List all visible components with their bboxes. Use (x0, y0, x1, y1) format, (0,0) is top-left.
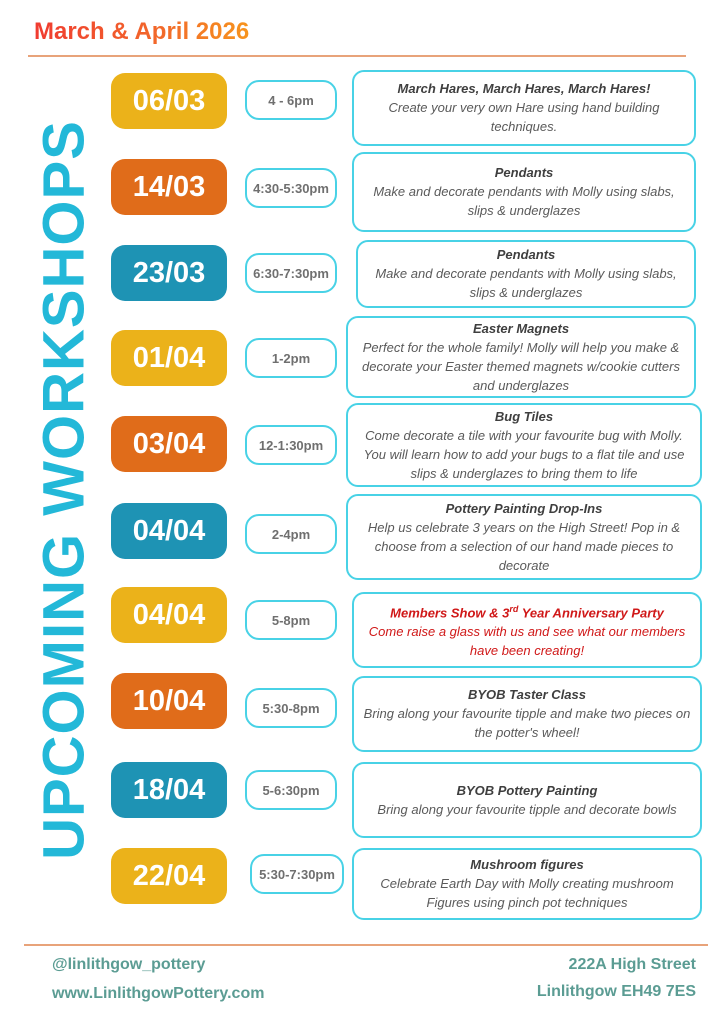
date-badge: 04/04 (111, 503, 227, 559)
address-line-2: Linlithgow EH49 7ES (536, 983, 696, 1000)
footer-divider (24, 944, 708, 946)
workshop-title: Pottery Painting Drop-Ins (445, 500, 603, 516)
address-line-1: 222A High Street (568, 956, 696, 973)
time-badge: 5:30-8pm (245, 688, 337, 728)
time-badge: 5-6:30pm (245, 770, 337, 810)
workshop-description (356, 240, 696, 308)
workshop-description (346, 316, 696, 398)
date-badge: 10/04 (111, 673, 227, 729)
workshop-title: Bug Tiles (494, 408, 554, 424)
time-badge: 2-4pm (245, 514, 337, 554)
workshop-title: Pendants (494, 165, 554, 180)
workshop-body: Come raise a glass with us and see what our members have been creating! (368, 624, 686, 659)
workshop-title: Mushroom figures (470, 857, 584, 872)
workshop-title: March Hares, March Hares, March Hares! (397, 81, 651, 96)
time-badge: 4 - 6pm (245, 80, 337, 120)
workshop-body: Create your very own Hare using hand building techniques. (388, 100, 660, 134)
workshop-description (352, 152, 696, 232)
workshop-title: Easter Magnets (472, 320, 570, 336)
workshop-description (346, 403, 702, 487)
time-badge: 1-2pm (245, 338, 337, 378)
workshop-title: Pendants (496, 247, 556, 262)
date-badge: 23/03 (111, 245, 227, 301)
page-title: March & April 2026 (34, 18, 250, 45)
date-badge: 06/03 (111, 73, 227, 129)
time-badge: 5-8pm (245, 600, 337, 640)
time-badge: 12-1:30pm (245, 425, 337, 465)
date-badge: 03/04 (111, 416, 227, 472)
workshop-body: Make and decorate pendants with Molly using slabs, slips & underglazes (373, 184, 675, 218)
workshop-body: Perfect for the whole family! Molly will help you make & decorate your Easter themed magnets w/cookie cutters and underglazes (362, 339, 680, 393)
side-title: UPCOMING WORKSHOPS (31, 120, 97, 860)
header-divider (28, 55, 686, 57)
workshop-description (352, 848, 702, 920)
workshop-body: Make and decorate pendants with Molly using slabs, slips & underglazes (375, 266, 677, 300)
time-badge: 6:30-7:30pm (245, 253, 337, 293)
workshop-title: Members Show & 3rd Year Anniversary Party (390, 603, 664, 621)
date-badge: 18/04 (111, 762, 227, 818)
workshop-title: BYOB Pottery Painting (456, 782, 598, 798)
time-badge: 5:30-7:30pm (250, 854, 344, 894)
date-badge: 04/04 (111, 587, 227, 643)
workshop-description (352, 592, 702, 668)
workshop-body: Celebrate Earth Day with Molly creating mushroom Figures using pinch pot techniques (380, 876, 674, 910)
website-link[interactable]: www.LinlithgowPottery.com (52, 985, 265, 1002)
workshop-description (352, 70, 696, 146)
workshop-description (352, 676, 702, 752)
time-badge: 4:30-5:30pm (245, 168, 337, 208)
workshop-description (346, 494, 702, 580)
date-badge: 22/04 (111, 848, 227, 904)
social-handle[interactable]: @linlithgow_pottery (52, 956, 206, 973)
workshop-body: Bring along your favourite tipple and make two pieces on the potter's wheel! (363, 706, 691, 740)
workshop-body: Come decorate a tile with your favourite bug with Molly. You will learn how to add your bugs to a flat tile and use slips & underglazes to bring them to life (363, 427, 685, 481)
workshop-body: Help us celebrate 3 years on the High Street! Pop in & choose from a selection of our hand made pieces to decorate (367, 519, 681, 573)
date-badge: 14/03 (111, 159, 227, 215)
date-badge: 01/04 (111, 330, 227, 386)
workshop-description (352, 762, 702, 838)
workshop-title: BYOB Taster Class (467, 687, 586, 702)
workshop-body: Bring along your favourite tipple and decorate bowls (377, 801, 677, 817)
